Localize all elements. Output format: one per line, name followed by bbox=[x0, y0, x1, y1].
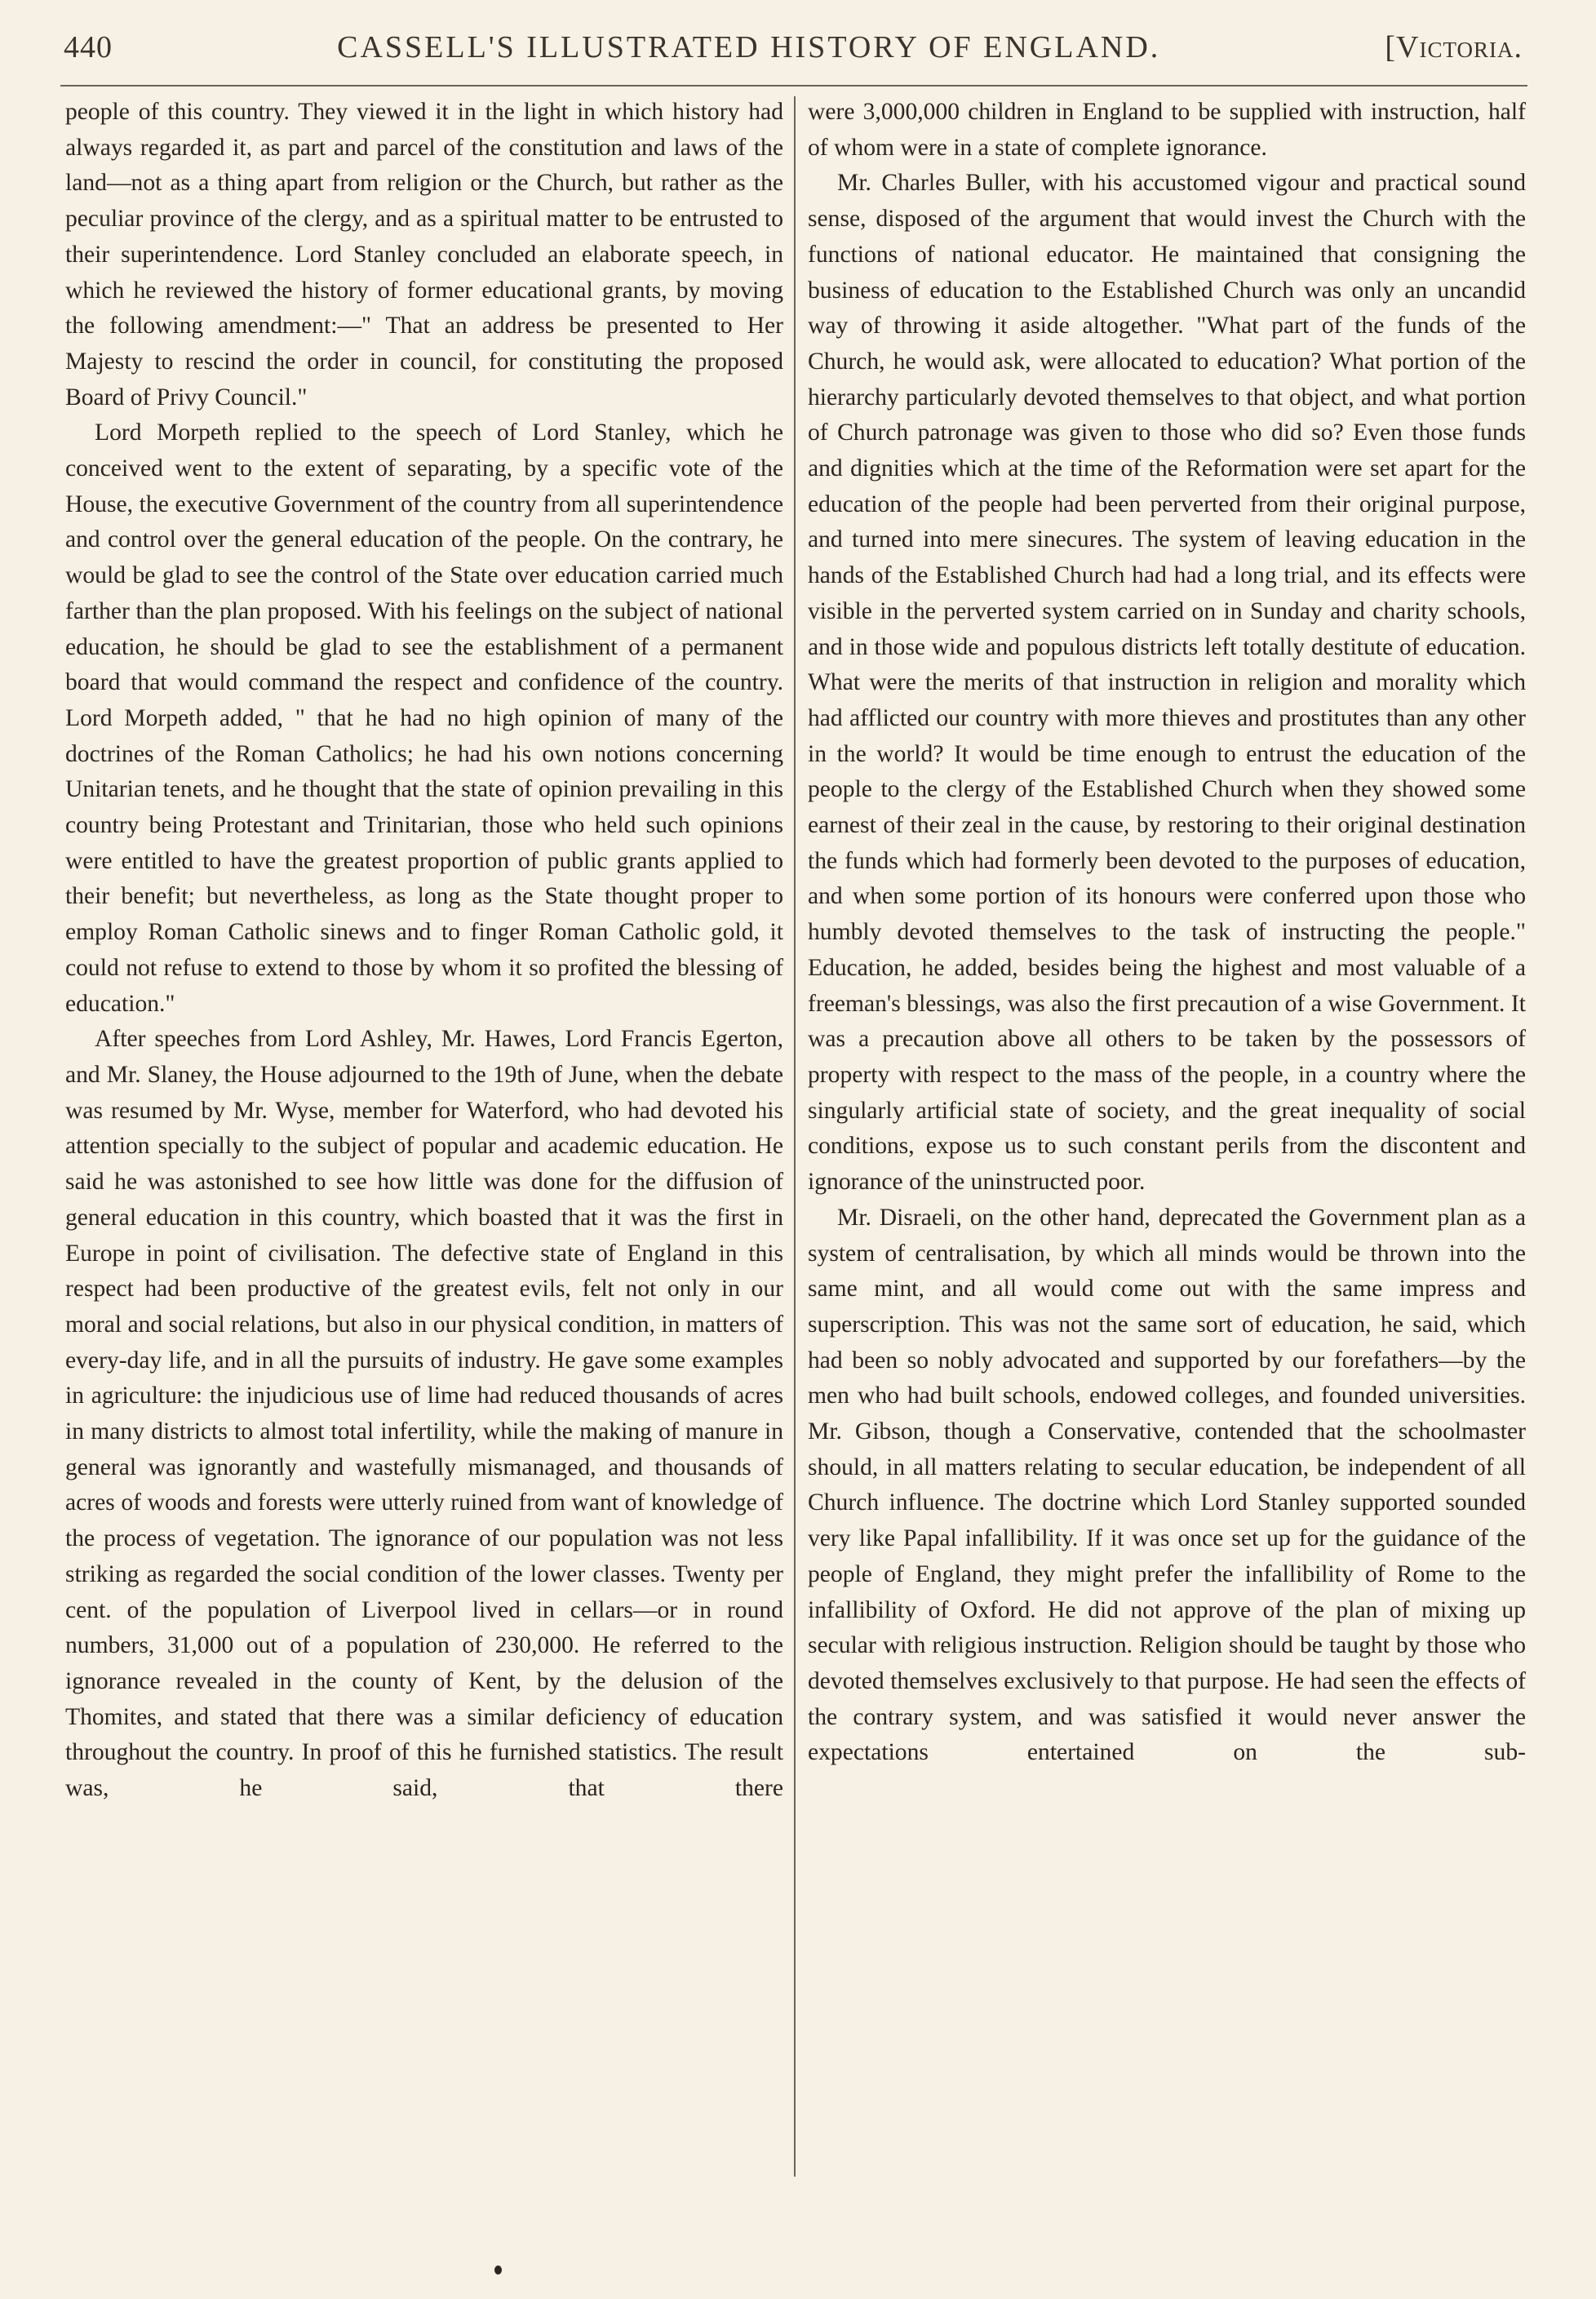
paragraph: Lord Morpeth replied to the speech of Lord Stanley, which he conceived went to the extent of separating, by a specific vote of the House, the executive Government of the country from all superintendence and control over the general education of the people. On the contrary, he would be glad to see the control of the State over education carried much farther than the plan proposed. With his feelings on the subject of national education, he should be glad to see the establishment of a permanent board that would command the respect and confidence of the country. Lord Morpeth added, " that he had no high opinion of many of the doctrines of the Roman Catholics; he had his own notions concerning Unitarian tenets, and he thought that the state of opinion prevailing in this country being Protestant and Trinitarian, those who held such opinions were entitled to have the greatest proportion of public grants applied to their benefit; but nevertheless, as long as the State thought proper to employ Roman Catholic sinews and to finger Roman Catholic gold, it could not refuse to extend to those by whom it so profited the blessing of education." bbox=[65, 419, 783, 1017]
page-number: 440 bbox=[64, 30, 113, 64]
page-header bbox=[64, 29, 1523, 78]
left-column bbox=[65, 95, 783, 1807]
ink-mark bbox=[494, 2266, 502, 2275]
section-heading: [Victoria. bbox=[1385, 30, 1523, 64]
running-title: CASSELL'S ILLUSTRATED HISTORY OF ENGLAND. bbox=[337, 30, 1161, 64]
paragraph: After speeches from Lord Ashley, Mr. Hawes, Lord Francis Egerton, and Mr. Slaney, the House adjourned to the 19th of June, when the debate was resumed by Mr. Wyse, member for Waterford, who had devoted his attention specially to the subject of popular and academic education. He said he was astonished to see how little was done for the diffusion of general education in this country, which boasted that it was the first in Europe in point of civilisation. The defective state of England in this respect had been productive of the greatest evils, felt not only in our moral and social relations, but also in our physical condition, in matters of every-day life, and in all the pursuits of industry. He gave some examples in agriculture: the injudicious use of lime had reduced thousands of acres in many districts to almost total infertility, while the making of manure in general was ignorantly and wastefully mismanaged, and thousands of acres of woods and forests were utterly ruined from want of knowledge of the process of vegetation. The ignorance of our population was not less striking as regarded the social condition of the lower classes. Twenty per cent. of the population of Liverpool lived in cellars—or in round numbers, 31,000 out of a population of 230,000. He referred to the ignorance revealed in the county of Kent, by the delusion of the Thomites, and stated that there was a similar deficiency of education throughout the country. In proof of this he furnished statistics. The result was, he said, that there bbox=[65, 1026, 783, 1802]
column-divider bbox=[794, 96, 796, 2177]
header-rule bbox=[60, 85, 1527, 87]
paragraph: Mr. Disraeli, on the other hand, deprecated the Government plan as a system of centralisation, by which all minds would be thrown into the same mint, and all would come out with the same impress and superscription. This was not the same sort of education, he said, which had been so nobly advocated and supported by our forefathers—by the men who had built schools, endowed colleges, and founded universities. Mr. Gibson, though a Conservative, contended that the schoolmaster should, in all matters relating to secular education, be independent of all Church influence. The doctrine which Lord Stanley supported sounded very like Papal infallibility. If it was once set up for the guidance of the people of England, they might prefer the infallibility of Rome to the infallibility of Oxford. He did not approve of the plan of mixing up secular with religious instruction. Religion should be taught by those who devoted themselves exclusively to that purpose. He had seen the effects of the contrary system, and was satisfied it would never answer the expectations entertained on the sub- bbox=[808, 1204, 1526, 1766]
paragraph: Mr. Charles Buller, with his accustomed vigour and practical sound sense, disposed of the argument that would invest the Church with the functions of national educator. He maintained that consigning the business of education to the Established Church was only an uncandid way of throwing it aside altogether. "What part of the funds of the Church, he would ask, were allocated to education? What portion of the hierarchy particularly devoted themselves to that object, and what portion of Church patronage was given to those who did so? Even those funds and dignities which at the time of the Reformation were set apart for the education of the people had been perverted from their original purpose, and turned into mere sinecures. The system of leaving education in the hands of the Established Church had had a long trial, and its effects were visible in the perverted system carried on in Sunday and charity schools, and in those wide and populous districts left totally destitute of education. What were the merits of that instruction in religion and morality which had afflicted our country with more thieves and prostitutes than any other in the world? It would be time enough to entrust the education of the people to the clergy of the Established Church when they showed some earnest of their zeal in the cause, by restoring to their original destination the funds which had formerly been devoted to the purposes of education, and when some portion of its honours were conferred upon those who humbly devoted themselves to the task of instructing the people." Education, he added, besides being the highest and most valuable of a freeman's blessings, was also the first precaution of a wise Government. It was a precaution above all others to be taken by the possessors of property with respect to the mass of the people, in a country where the singularly artificial state of society, and the great inequality of social conditions, expose us to such constant perils from the discontent and ignorance of the uninstructed poor. bbox=[808, 170, 1526, 1196]
right-column bbox=[808, 95, 1526, 1771]
paragraph: people of this country. They viewed it in the light in which history had always regarded it, as part and parcel of the constitution and laws of the land—not as a thing apart from religion or the Church, but rather as the peculiar province of the clergy, and as a spiritual matter to be entrusted to their superintendence. Lord Stanley concluded an elaborate speech, in which he reviewed the history of former educational grants, by moving the following amendment:—" That an address be presented to Her Majesty to rescind the order in council, for constituting the proposed Board of Privy Council." bbox=[65, 99, 783, 411]
paragraph: were 3,000,000 children in England to be supplied with instruction, half of whom were in a state of complete ignorance. bbox=[808, 99, 1526, 161]
